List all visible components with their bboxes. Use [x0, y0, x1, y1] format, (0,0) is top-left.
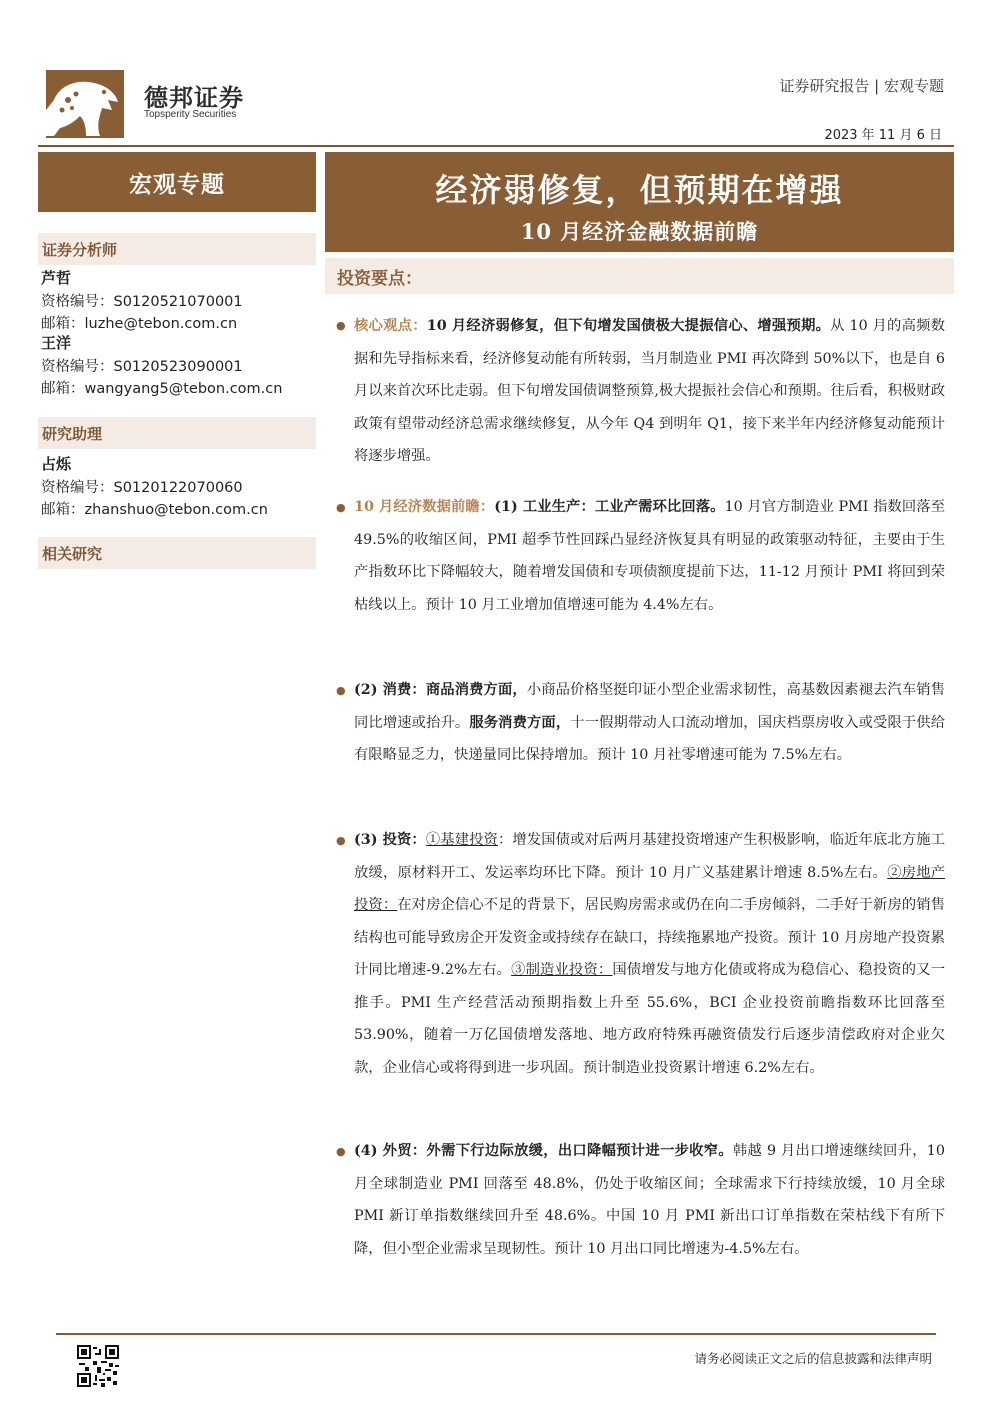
report-type: 证券研究报告 | 宏观专题	[779, 77, 944, 95]
paragraph-core-view: 核心观点：10 月经济弱修复，但下旬增发国债极大提振信心、增强预期。从 10 月的高频数据和先导指标来看，经济修复动能有所转弱，当月制造业 PMI 再次降到 50%以下，也是自 6 月以来首次环比走弱。但下旬增发国债调整预算,极大提振社会信心和预期。往后看，积极财政政策有望带动经济总需求继续修复，从今年 Q4 到明年 Q1，接下来半年内经济修复动能预计将逐步增强。	[354, 318, 946, 464]
title-banner	[325, 152, 954, 252]
analyst-email[interactable]: 邮箱：luzhe@tebon.com.cn	[41, 316, 238, 332]
analysts-heading: 证券分析师	[38, 233, 316, 265]
qr-code-icon	[77, 1345, 119, 1387]
analyst-name: 芦哲	[41, 269, 72, 287]
page-subtitle: 10 月经济金融数据前瞻	[520, 219, 759, 244]
assistant-cert: 资格编号：S0120122070060	[41, 480, 243, 496]
bullet-icon: ●	[336, 319, 346, 332]
analyst-cert: 资格编号：S0120521070001	[41, 294, 243, 310]
header-divider	[38, 145, 954, 147]
footer-disclaimer: 请务必阅读正文之后的信息披露和法律声明	[694, 1351, 932, 1366]
paragraph-industry: 10 月经济数据前瞻：(1) 工业生产：工业产需环比回落。10 月官方制造业 PMI 指数回落至 49.5%的收缩区间，PMI 超季节性回踩凸显经济恢复具有明显的政策驱动特征，主要由于生产指数环比下降幅较大，随着增发国债和专项债额度提前下达，11-12 月预计 PMI 将回到荣枯线以上。预计 10 月工业增加值增速可能为 4.4%左右。	[354, 499, 946, 613]
bullet-icon: ●	[336, 834, 346, 847]
assistant-heading: 研究助理	[38, 417, 316, 449]
assistant-name: 占烁	[41, 455, 72, 473]
analyst-name: 王洋	[41, 334, 72, 352]
paragraph-trade: (4) 外贸：外需下行边际放缓，出口降幅预计进一步收窄。韩越 9 月出口增速继续回升，10 月全球制造业 PMI 回落至 48.8%，仍处于收缩区间；全球需求下行持续放缓，10 月全球 PMI 新订单指数继续回升至 48.6%。中国 10 月 PMI 新出口订单指数在荣枯线下有所下降，但小型企业需求呈现韧性。预计 10 月出口同比增速为-4.5%左右。	[354, 1143, 945, 1257]
report-date: 2023 年 11 月 6 日	[824, 128, 942, 143]
footer-divider	[56, 1333, 936, 1335]
brand-name-cn: 德邦证券	[144, 84, 244, 112]
investment-heading: 投资要点：	[325, 258, 954, 294]
paragraph-consumption: (2) 消费：商品消费方面，小商品价格坚挺印证小型企业需求韧性，高基数因素褪去汽车销售同比增速或抬升。服务消费方面，十一假期带动人口流动增加，国庆档票房收入或受限于供给有限略显乏力，快递量同比保持增加。预计 10 月社零增速可能为 7.5%左右。	[354, 682, 946, 763]
bullet-icon: ●	[336, 501, 346, 514]
bullet-icon: ●	[336, 1145, 346, 1158]
category-banner: 宏观专题	[38, 152, 316, 212]
analyst-cert: 资格编号：S0120523090001	[41, 359, 243, 375]
brand-logo-icon	[46, 70, 124, 138]
brand-name-en: Topsperity Securities	[144, 109, 237, 120]
related-research-heading: 相关研究	[38, 537, 316, 569]
assistant-email[interactable]: 邮箱：zhanshuo@tebon.com.cn	[41, 502, 268, 518]
analyst-email[interactable]: 邮箱：wangyang5@tebon.com.cn	[41, 381, 283, 397]
page-title: 经济弱修复，但预期在增强	[435, 171, 844, 209]
bullet-icon: ●	[336, 684, 346, 697]
paragraph-investment: (3) 投资：①基建投资：增发国债或对后两月基建投资增速产生积极影响，临近年底北方施工放缓，原材料开工、发运率均环比下降。预计 10 月广义基建累计增速 8.5%左右。②房地产投资：在对房企信心不足的背景下，居民购房需求或仍在向二手房倾斜，二手好于新房的销售结构也可能导致房企开发资金或持续存在缺口，持续拖累地产投资。预计 10 月房地产投资累计同比增速-9.2%左右。③制造业投资：国债增发与地方化债或将成为稳信心、稳投资的又一推手。PMI 生产经营活动预期指数上升至 55.6%，BCI 企业投资前瞻指数环比回落至 53.90%，随着一万亿国债增发落地、地方政府特殊再融资债发行后逐步清偿政府对企业欠款，企业信心或将得到进一步巩固。预计制造业投资累计增速 6.2%左右。	[354, 832, 946, 1076]
